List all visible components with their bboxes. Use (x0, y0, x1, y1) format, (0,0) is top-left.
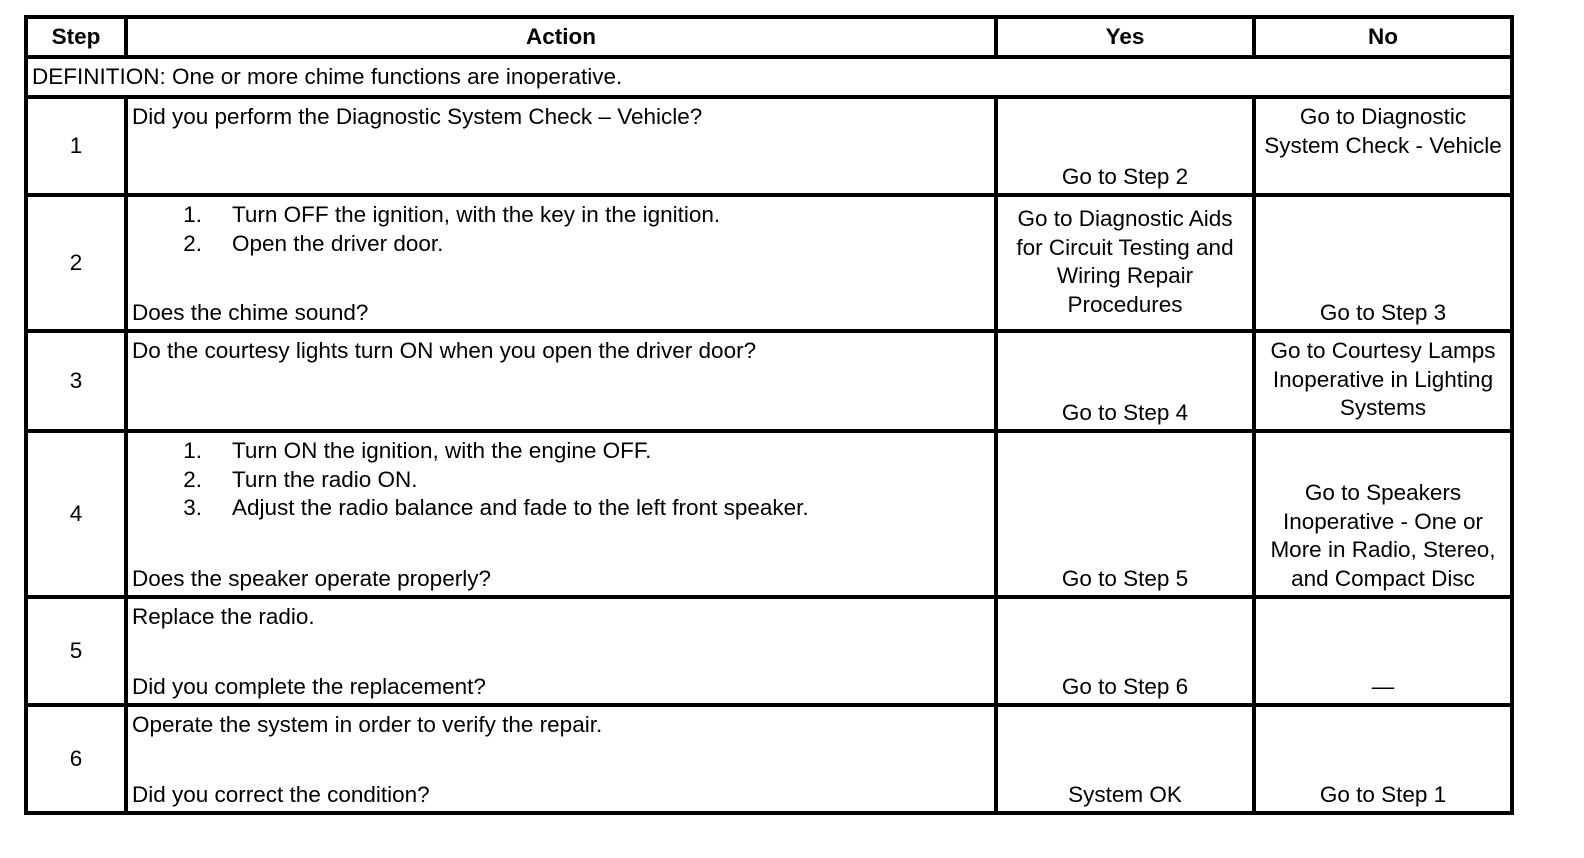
substep-number: 2. (183, 230, 202, 256)
substep-number: 1. (183, 202, 202, 227)
substep-number: 1. (183, 438, 202, 463)
action-cell (126, 195, 996, 331)
no-cell: Go to Step 1 (1254, 705, 1512, 813)
no-cell: Go to Courtesy Lamps Inoperative in Lighting Systems (1254, 331, 1512, 431)
table-row (26, 597, 1512, 705)
step-number: 5 (26, 597, 126, 705)
diagnostic-table (24, 15, 1514, 815)
action-cell (126, 705, 996, 813)
table-row (26, 331, 1512, 431)
no-cell: — (1254, 597, 1512, 705)
action-text: Replace the radio. (132, 604, 315, 629)
no-cell: Go to Speakers Inoperative - One or More in Radio, Stereo, and Compact Disc (1254, 431, 1512, 597)
header-action: Action (126, 17, 996, 57)
header-no: No (1254, 17, 1512, 57)
yes-cell: System OK (996, 705, 1254, 813)
question-text: Did you correct the condition? (132, 781, 430, 807)
question-text: Does the speaker operate properly? (132, 565, 491, 591)
yes-cell: Go to Step 5 (996, 431, 1254, 597)
action-text: Operate the system in order to verify the repair. (132, 712, 603, 737)
step-number: 1 (26, 97, 126, 195)
question-text: Did you complete the replacement? (132, 673, 486, 699)
definition-text: DEFINITION: One or more chime functions are inoperative. (26, 57, 1512, 97)
step-number: 4 (26, 431, 126, 597)
action-text: Do the courtesy lights turn ON when you open the driver door? (132, 338, 757, 363)
step-number: 2 (26, 195, 126, 331)
table-row (26, 195, 1512, 331)
substep-number: 2. (183, 466, 202, 492)
substep-list (132, 437, 990, 523)
substep-text: Turn ON the ignition, with the engine OFF. (232, 438, 652, 463)
yes-cell: Go to Step 2 (996, 97, 1254, 195)
table-row (26, 431, 1512, 597)
list-item (132, 494, 990, 523)
substep-list (132, 201, 990, 258)
list-item (132, 201, 990, 230)
no-cell: Go to Diagnostic System Check - Vehicle (1254, 97, 1512, 195)
table-row (26, 705, 1512, 813)
substep-text: Adjust the radio balance and fade to the left front speaker. (232, 495, 809, 520)
yes-cell: Go to Step 6 (996, 597, 1254, 705)
list-item (132, 466, 990, 495)
header-yes: Yes (996, 17, 1254, 57)
substep-text: Turn OFF the ignition, with the key in the ignition. (232, 202, 721, 227)
no-cell: Go to Step 3 (1254, 195, 1512, 331)
step-number: 3 (26, 331, 126, 431)
list-item (132, 437, 990, 466)
substep-text: Turn the radio ON. (232, 466, 418, 492)
definition-row (26, 57, 1512, 97)
action-cell (126, 431, 996, 597)
action-cell (126, 331, 996, 431)
header-step: Step (26, 17, 126, 57)
step-number: 6 (26, 705, 126, 813)
table-row (26, 97, 1512, 195)
yes-cell: Go to Step 4 (996, 331, 1254, 431)
action-text: Did you perform the Diagnostic System Check – Vehicle? (132, 104, 703, 129)
list-item (132, 230, 990, 259)
action-cell (126, 97, 996, 195)
question-text: Does the chime sound? (132, 299, 369, 325)
yes-cell: Go to Diagnostic Aids for Circuit Testing and Wiring Repair Procedures (996, 195, 1254, 331)
substep-text: Open the driver door. (232, 230, 444, 256)
action-cell (126, 597, 996, 705)
substep-number: 3. (183, 495, 202, 520)
table-header-row (26, 17, 1512, 57)
